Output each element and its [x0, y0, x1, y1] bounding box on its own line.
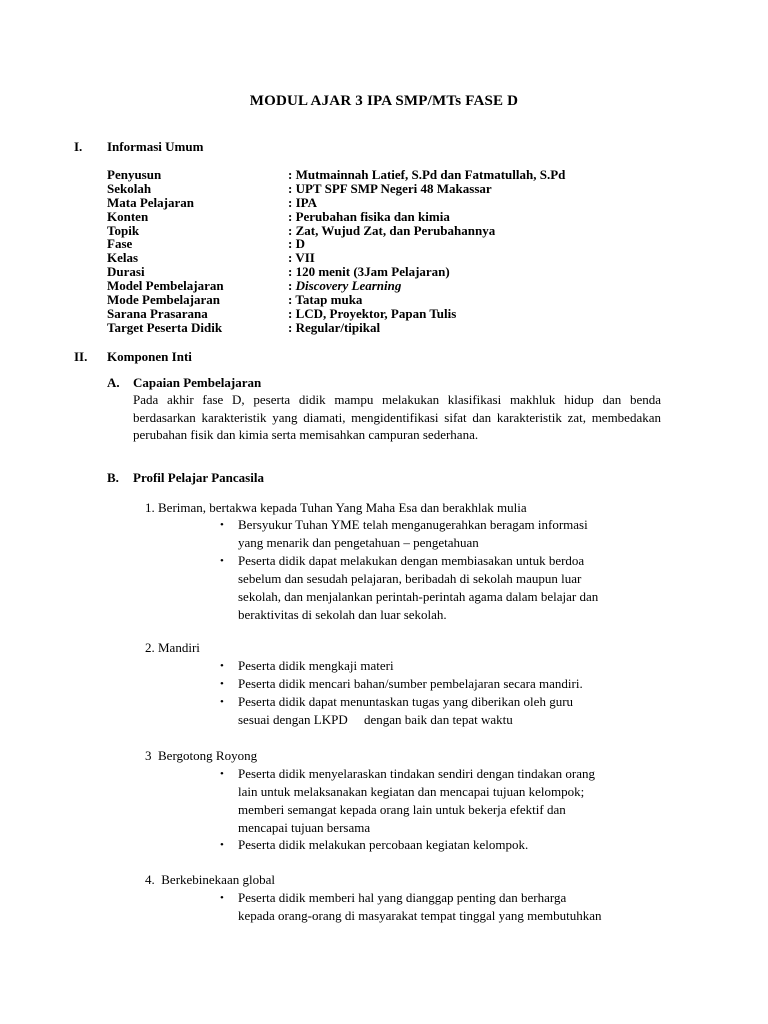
subsection-b-label: B. — [107, 470, 119, 485]
info-value-prefix: : — [288, 278, 296, 294]
bullet-text: beraktivitas di sekolah dan luar sekolah. — [238, 607, 447, 622]
bullet-text: sesuai dengan LKPD dengan baik dan tepat waktu — [238, 712, 513, 727]
bullet-text: Peserta didik mengkaji materi — [238, 658, 394, 673]
info-label: Sekolah — [107, 180, 152, 196]
bullet-dot-icon: • — [220, 839, 224, 851]
subsection-a-label: A. — [107, 375, 120, 390]
profil-item-heading: 1. Beriman, bertakwa kepada Tuhan Yang Maha Esa dan berakhlak mulia — [145, 500, 527, 515]
bullet-dot-icon: • — [220, 519, 224, 531]
info-value: : IPA — [288, 194, 318, 210]
info-value: : Mutmainnah Latief, S.Pd dan Fatmatullah, S.Pd — [288, 167, 566, 182]
info-value: : UPT SPF SMP Negeri 48 Makassar — [288, 180, 492, 196]
section-2-number: II. — [74, 349, 88, 364]
bullet-dot-icon: • — [220, 678, 224, 690]
bullet-text: Peserta didik mencari bahan/sumber pembelajaran secara mandiri. — [238, 676, 583, 691]
info-label: Penyusun — [107, 167, 162, 182]
subsection-a-title: Capaian Pembelajaran — [133, 375, 262, 390]
info-label: Konten — [107, 208, 149, 224]
info-label: Mata Pelajaran — [107, 194, 195, 210]
info-label: Sarana Prasarana — [107, 305, 208, 321]
info-label: Mode Pembelajaran — [107, 292, 221, 308]
info-value: : Tatap muka — [288, 292, 363, 308]
info-value: : D — [288, 236, 305, 252]
bullet-text: Peserta didik dapat melakukan dengan membiasakan untuk berdoa — [238, 553, 585, 568]
info-label: Kelas — [107, 250, 139, 266]
info-value: : LCD, Proyektor, Papan Tulis — [288, 305, 457, 321]
info-label: Topik — [107, 222, 140, 238]
bullet-text: sebelum dan sesudah pelajaran, beribadah di sekolah maupun luar — [238, 571, 582, 586]
info-value: : 120 menit (3Jam Pelajaran) — [288, 264, 450, 280]
profil-item-heading: 2. Mandiri — [145, 640, 200, 655]
info-value: : VII — [288, 250, 315, 266]
bullet-text: sekolah, dan menjalankan perintah-perintah agama dalam belajar dan — [238, 589, 599, 604]
bullet-text: lain untuk melaksanakan kegiatan dan mencapai tujuan kelompok; — [238, 784, 585, 799]
bullet-text: kepada orang-orang di masyarakat tempat tinggal yang membutuhkan — [238, 908, 602, 923]
section-1-title: Informasi Umum — [107, 139, 204, 154]
section-2-title: Komponen Inti — [107, 349, 192, 364]
bullet-dot-icon: • — [220, 768, 224, 780]
profil-item-heading: 3 Bergotong Royong — [145, 748, 258, 763]
info-value: : Zat, Wujud Zat, dan Perubahannya — [288, 222, 496, 238]
profil-item-heading: 4. Berkebinekaan global — [145, 872, 275, 887]
bullet-dot-icon: • — [220, 660, 224, 672]
info-value: : Perubahan fisika dan kimia — [288, 208, 450, 224]
info-label: Durasi — [107, 264, 145, 280]
info-label: Model Pembelajaran — [107, 278, 224, 294]
bullet-dot-icon: • — [220, 696, 224, 708]
subsection-b-title: Profil Pelajar Pancasila — [133, 470, 264, 485]
info-value: : Regular/tipikal — [288, 319, 381, 335]
document-title: MODUL AJAR 3 IPA SMP/MTs FASE D — [249, 93, 519, 109]
bullet-text: yang menarik dan pengetahuan – pengetahuan — [238, 535, 479, 550]
bullet-text: mencapai tujuan bersama — [238, 820, 371, 835]
info-value-italic: Discovery Learning — [295, 278, 402, 294]
capaian-pembelajaran-text: Pada akhir fase D, peserta didik mampu melakukan klasifikasi makhluk hidup dan benda berdasarkan karakteristik yang diamati, mengidentifikasi sifat dan karakteristik zat, membedakan perubahan fisik dan kimia serta memisahkan campuran sederhana. — [133, 392, 661, 443]
info-label: Target Peserta Didik — [107, 319, 223, 335]
bullet-text: Peserta didik dapat menuntaskan tugas yang diberikan oleh guru — [238, 694, 574, 709]
bullet-text: memberi semangat kepada orang lain untuk bekerja efektif dan — [238, 802, 566, 817]
section-1-number: I. — [74, 139, 83, 154]
bullet-text: Bersyukur Tuhan YME telah menganugerahkan beragam informasi — [238, 517, 588, 532]
bullet-text: Peserta didik memberi hal yang dianggap penting dan berharga — [238, 890, 567, 905]
info-value — [288, 279, 401, 293]
bullet-dot-icon: • — [220, 892, 224, 904]
bullet-dot-icon: • — [220, 555, 224, 567]
info-label: Fase — [107, 236, 133, 252]
bullet-text: Peserta didik menyelaraskan tindakan sendiri dengan tindakan orang — [238, 766, 596, 781]
bullet-text: Peserta didik melakukan percobaan kegiatan kelompok. — [238, 837, 529, 852]
